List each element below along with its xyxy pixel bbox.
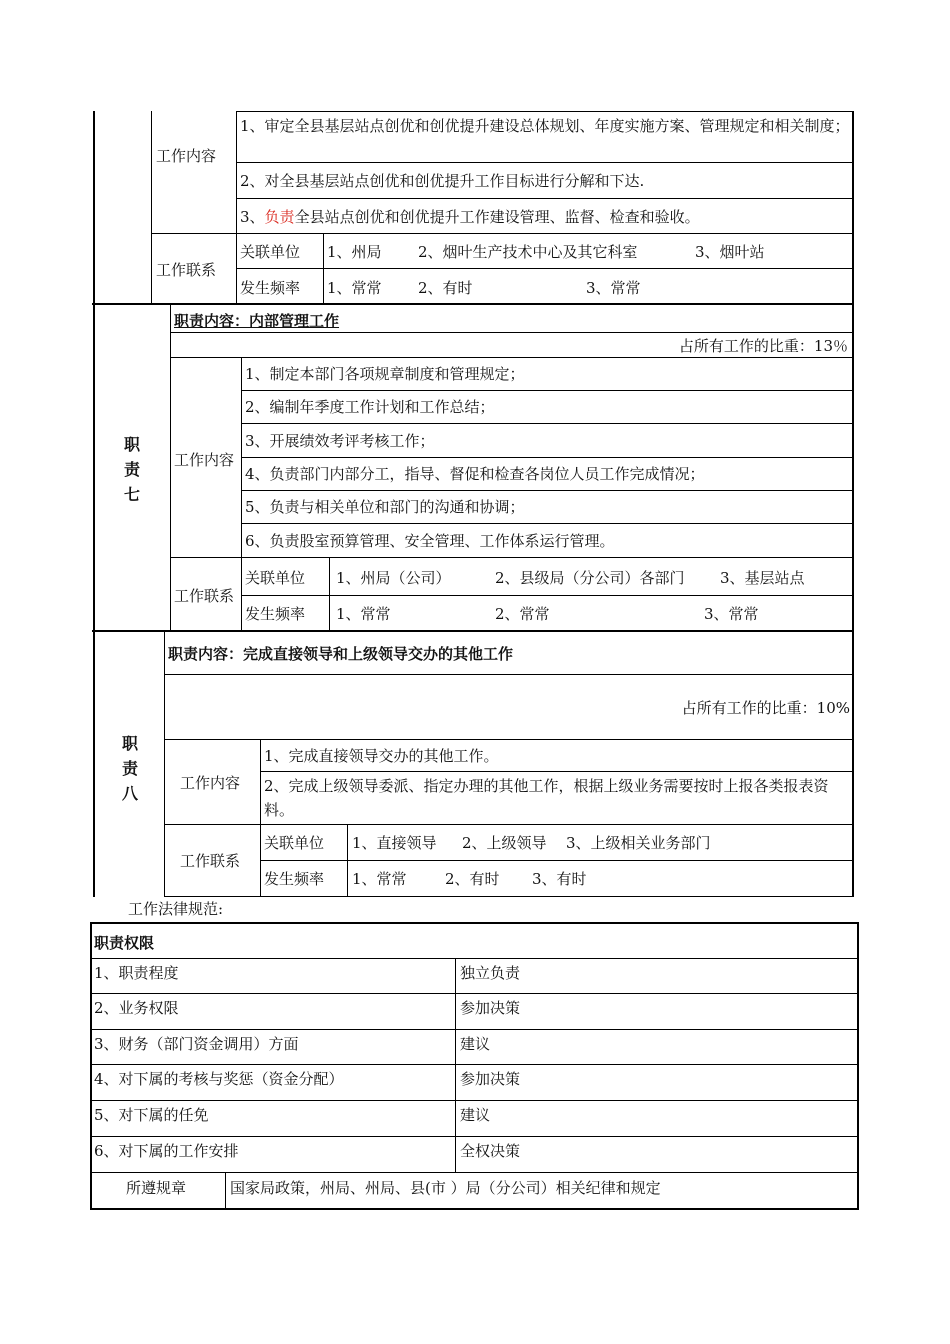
duty-ratio: 占所有工作的比重：13％	[678, 337, 848, 355]
related-unit: 2、县级局（分公司）各部门	[495, 569, 685, 587]
duty-number-label: 八	[121, 784, 138, 803]
duty-item: 4、负责部门内部分工，指导、督促和检查各岗位人员工作完成情况；	[245, 465, 705, 483]
frequency: 3、常常	[586, 279, 641, 297]
duty-item: 3、开展绩效考评考核工作；	[245, 432, 435, 450]
frequency: 1、常常	[352, 870, 407, 888]
duty-ratio: 占所有工作的比重：10%	[681, 699, 850, 717]
duty-item-rest: 全县站点创优和创优提升工作建设管理、监督、检查和验收。	[294, 208, 700, 226]
authority-value: 建议	[460, 1035, 491, 1053]
work-contact-label: 工作联系	[174, 587, 235, 605]
duty-number-label: 七	[123, 485, 140, 504]
duty-number-label: 责	[123, 460, 140, 479]
duty-item-prefix: 3、	[240, 208, 265, 226]
authority-item: 3、财务（部门资金调用）方面	[94, 1035, 299, 1053]
duty-item: 1、制定本部门各项规章制度和管理规定；	[245, 365, 525, 383]
duty-item	[240, 207, 700, 227]
related-unit: 1、直接领导	[352, 834, 437, 852]
authority-value: 全权决策	[460, 1142, 521, 1160]
frequency: 3、有时	[532, 870, 587, 888]
related-unit: 3、基层站点	[720, 569, 805, 587]
rules-value: 国家局政策，州局、州局、县(市 ）局（分公司）相关纪律和规定	[230, 1179, 661, 1197]
frequency: 2、有时	[418, 279, 473, 297]
related-unit: 1、州局	[327, 243, 382, 261]
work-content-label: 工作内容	[174, 451, 235, 469]
authority-value: 参加决策	[460, 999, 521, 1017]
related-unit: 1、州局（公司）	[336, 569, 451, 587]
duty-number-label: 职	[123, 435, 140, 454]
frequency: 2、常常	[495, 605, 550, 623]
frequency: 3、常常	[704, 605, 759, 623]
duty-item-highlight: 负责	[264, 208, 295, 226]
related-unit: 3、烟叶站	[695, 243, 765, 261]
work-content-label: 工作内容	[180, 774, 241, 792]
authority-item: 6、对下属的工作安排	[94, 1142, 239, 1160]
authority-value: 参加决策	[460, 1070, 521, 1088]
duty-item: 2、编制年季度工作计划和工作总结；	[245, 398, 495, 416]
duty-number-label: 责	[121, 759, 138, 778]
duty-item: 2、完成上级领导委派、指定办理的其他工作，根据上级业务需要按时上报各类报表资料。	[264, 777, 829, 819]
frequency: 1、常常	[336, 605, 391, 623]
related-unit: 3、上级相关业务部门	[566, 834, 711, 852]
frequency: 2、有时	[445, 870, 500, 888]
authority-value: 建议	[460, 1106, 491, 1124]
duty-item: 1、审定全县基层站点创优和创优提升建设总体规划、年度实施方案、管理规定和相关制度；	[240, 117, 850, 135]
work-contact-label: 工作联系	[180, 852, 241, 870]
authority-title: 职责权限	[94, 934, 155, 952]
authority-item: 2、业务权限	[94, 999, 179, 1017]
related-unit-label: 关联单位	[240, 243, 301, 261]
law-norms-label: 工作法律规范:	[128, 900, 224, 918]
frequency: 1、常常	[327, 279, 382, 297]
authority-item: 5、对下属的任免	[94, 1106, 209, 1124]
work-content-label: 工作内容	[156, 147, 217, 165]
duty-number-label: 职	[121, 734, 138, 753]
related-unit: 2、上级领导	[462, 834, 547, 852]
frequency-label: 发生频率	[264, 870, 325, 888]
duty-item: 1、完成直接领导交办的其他工作。	[264, 747, 499, 765]
duty-item: 2、对全县基层站点创优和创优提升工作目标进行分解和下达.	[240, 172, 645, 190]
related-unit-label: 关联单位	[245, 569, 306, 587]
frequency-label: 发生频率	[240, 279, 301, 297]
duty-item: 5、负责与相关单位和部门的沟通和协调；	[245, 498, 525, 516]
authority-item: 4、对下属的考核与奖惩（资金分配）	[94, 1070, 344, 1088]
rules-label: 所遵规章	[126, 1179, 187, 1197]
work-contact-label: 工作联系	[156, 261, 217, 279]
authority-value: 独立负责	[460, 964, 521, 982]
duty-title: 职责内容：完成直接领导和上级领导交办的其他工作	[168, 645, 514, 663]
authority-item: 1、职责程度	[94, 964, 179, 982]
related-unit-label: 关联单位	[264, 834, 325, 852]
related-unit: 2、烟叶生产技术中心及其它科室	[418, 243, 638, 261]
frequency-label: 发生频率	[245, 605, 306, 623]
duty-title: 职责内容：内部管理工作	[174, 312, 340, 330]
duty-item: 6、负责股室预算管理、安全管理、工作体系运行管理。	[245, 532, 615, 550]
